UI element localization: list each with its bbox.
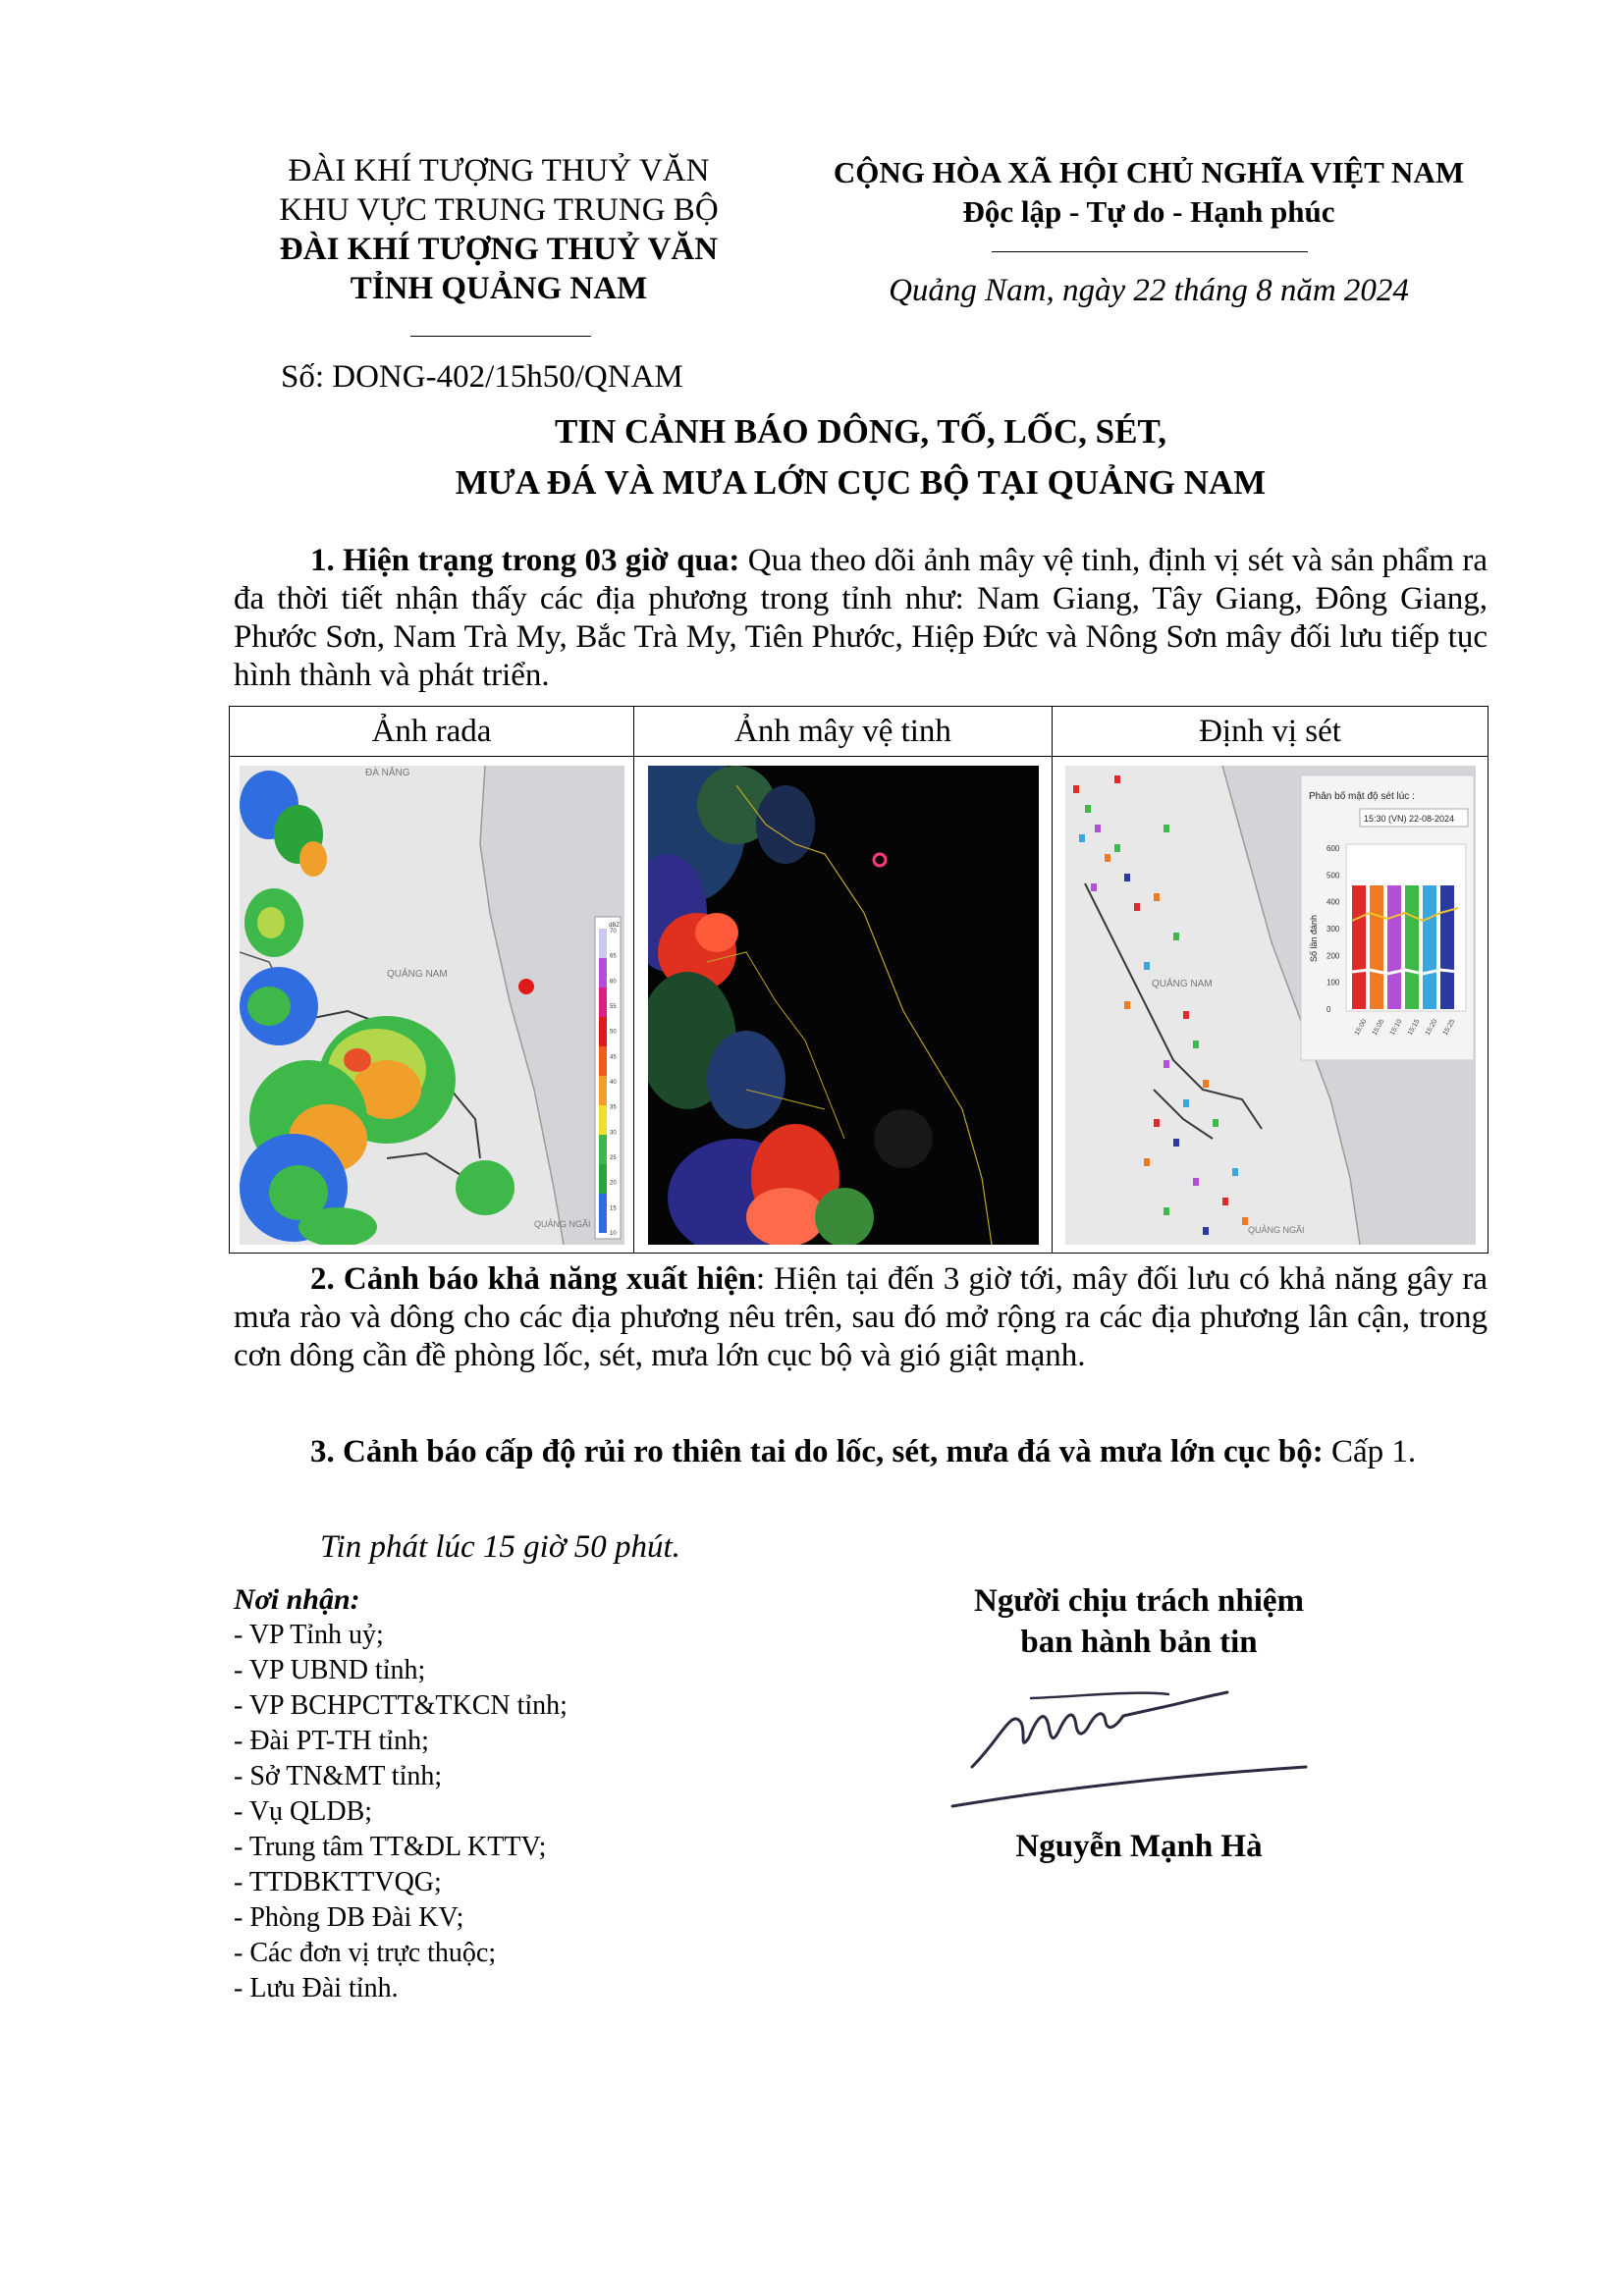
- lightning-image: [1065, 766, 1476, 1245]
- title-line1: TIN CẢNH BÁO DÔNG, TỐ, LỐC, SÉT,: [555, 412, 1166, 451]
- header-right-divider: [992, 251, 1308, 252]
- issued-time: Tin phát lúc 15 giờ 50 phút.: [320, 1529, 680, 1565]
- recipient-list: [234, 1582, 568, 2006]
- lightning-strike-marker: [1144, 962, 1150, 970]
- lightning-city-label-mid: QUẢNG NAM: [1151, 978, 1213, 989]
- radar-scale-tick: 25: [609, 1154, 617, 1161]
- recipient-item: - Đài PT-TH tỉnh;: [234, 1726, 429, 1756]
- svg-text:15:05: 15:05: [1371, 1017, 1385, 1037]
- radar-scale-tick: 15: [609, 1204, 617, 1211]
- lightning-density-panel: [1301, 775, 1474, 1060]
- agency-header: [234, 151, 764, 308]
- radar-scale-tick: 10: [609, 1230, 617, 1237]
- recipient-item: - VP BCHPCTT&TKCN tỉnh;: [234, 1690, 568, 1721]
- lightning-strike-marker: [1193, 1178, 1199, 1186]
- recipient-item: - Sở TN&MT tỉnh;: [234, 1761, 443, 1791]
- recipient-item: - Trung tâm TT&DL KTTV;: [234, 1832, 547, 1862]
- agency-name-line1: ĐÀI KHÍ TƯỢNG THUỶ VĂN: [279, 232, 719, 267]
- density-panel-time: 15:30 (VN) 22-08-2024: [1363, 813, 1454, 824]
- svg-text:15:15: 15:15: [1406, 1017, 1421, 1037]
- density-y-tick: 500: [1326, 870, 1339, 880]
- lightning-strike-marker: [1164, 825, 1169, 832]
- radar-scale-tick: 60: [609, 978, 617, 985]
- section-current-status: [234, 542, 1488, 695]
- lightning-strike-marker: [1124, 1001, 1130, 1009]
- recipient-item: - Phòng DB Đài KV;: [234, 1902, 464, 1933]
- lightning-strike-marker: [1242, 1217, 1248, 1225]
- recipient-item: - Lưu Đài tỉnh.: [234, 1973, 399, 2003]
- signer-role: [913, 1580, 1365, 1663]
- recipient-item: - Các đơn vị trực thuộc;: [234, 1938, 497, 1968]
- radar-scale-tick: 50: [609, 1029, 617, 1036]
- lightning-strike-marker: [1105, 854, 1110, 862]
- section1-text: Qua theo dõi ảnh mây vệ tinh, định vị sét và sản phẩm ra đa thời tiết nhận thấy các địa phương trong tỉnh như: Nam Giang, Tây Giang, Đông Giang, Phước Sơn, Nam Trà My, Bắc Trà My, Tiên Phước, Hiệp Đức và Nông Sơn mây đối lưu tiếp tục hình thành và phát triển.: [234, 543, 1488, 693]
- lightning-strike-marker: [1073, 785, 1079, 793]
- national-title: CỘNG HÒA XÃ HỘI CHỦ NGHĨA VIỆT NAM: [833, 155, 1465, 189]
- recipient-item: - Vụ QLDB;: [234, 1796, 373, 1827]
- density-y-tick: 300: [1326, 924, 1339, 934]
- agency-name-line2: TỈNH QUẢNG NAM: [350, 271, 648, 306]
- signer-role-line1: Người chịu trách nhiệm: [974, 1583, 1304, 1619]
- signer-role-line2: ban hành bản tin: [1020, 1625, 1258, 1660]
- radar-scale-tick: 35: [609, 1104, 617, 1111]
- agency-parent-line2: KHU VỰC TRUNG TRUNG BỘ: [279, 192, 719, 228]
- radar-image: [240, 766, 624, 1245]
- radar-city-label-bottom: QUẢNG NGÃI: [533, 1218, 591, 1229]
- satellite-image-cell: [634, 757, 1053, 1254]
- radar-scale-tick: 45: [609, 1053, 617, 1060]
- radar-scale-unit: dBZ: [608, 922, 620, 929]
- lightning-strike-marker: [1091, 883, 1097, 891]
- radar-scale-tick: 55: [609, 1003, 617, 1010]
- recipient-item: - TTDBKTTVQG;: [234, 1867, 442, 1897]
- radar-scale-tick: 20: [609, 1180, 617, 1187]
- lightning-strike-marker: [1144, 1158, 1150, 1166]
- header-lightning: Định vị sét: [1053, 707, 1489, 757]
- handwritten-signature: [943, 1669, 1316, 1816]
- radar-color-scale: [595, 917, 621, 1239]
- title-line2: MƯA ĐÁ VÀ MƯA LỚN CỤC BỘ TẠI QUẢNG NAM: [455, 463, 1267, 502]
- lightning-strike-marker: [1164, 1060, 1169, 1068]
- lightning-strike-marker: [1232, 1168, 1238, 1176]
- section1-heading: 1. Hiện trạng trong 03 giờ qua:: [310, 543, 740, 578]
- section-warning-forecast: [234, 1260, 1488, 1375]
- lightning-strike-marker: [1203, 1227, 1209, 1235]
- lightning-image-cell: [1053, 757, 1489, 1254]
- radar-scale-tick: 40: [609, 1079, 617, 1086]
- document-number: Số: DONG-402/15h50/QNAM: [281, 359, 683, 395]
- lightning-strike-marker: [1183, 1099, 1189, 1107]
- observation-image-table: [229, 706, 1489, 1254]
- radar-scale-tick: 70: [609, 928, 617, 934]
- lightning-strike-marker: [1213, 1119, 1218, 1127]
- svg-text:15:10: 15:10: [1388, 1017, 1403, 1037]
- header-left-divider: [410, 336, 591, 337]
- section3-text: Cấp 1.: [1323, 1434, 1417, 1469]
- document-date: Quảng Nam, ngày 22 tháng 8 năm 2024: [889, 273, 1409, 308]
- lightning-strike-marker: [1203, 1080, 1209, 1088]
- lightning-strike-marker: [1173, 933, 1179, 940]
- lightning-strike-marker: [1164, 1207, 1169, 1215]
- lightning-strike-marker: [1222, 1198, 1228, 1205]
- lightning-strike-marker: [1183, 1011, 1189, 1019]
- radar-city-label-mid: QUẢNG NAM: [386, 968, 448, 980]
- svg-text:15:25: 15:25: [1441, 1017, 1456, 1037]
- section2-heading: 2. Cảnh báo khả năng xuất hiện: [310, 1261, 757, 1297]
- section3-heading: 3. Cảnh báo cấp độ rủi ro thiên tai do lốc, sét, mưa đá và mưa lớn cục bộ:: [310, 1434, 1324, 1469]
- section2-text: : Hiện tại đến 3 giờ tới, mây đối lưu có khả năng gây ra mưa rào và dông cho các địa phương nêu trên, sau đó mở rộng ra các địa phương lân cận, trong cơn dông cần đề phòng lốc, sét, mưa lớn cục bộ và gió giật mạnh.: [234, 1261, 1488, 1373]
- document-title: [234, 406, 1488, 508]
- lightning-strike-marker: [1114, 775, 1120, 783]
- lightning-strike-marker: [1095, 825, 1101, 832]
- lightning-strike-marker: [1079, 834, 1085, 842]
- lightning-strike-marker: [1124, 874, 1130, 881]
- lightning-city-label-bottom: QUẢNG NGÃI: [1247, 1224, 1305, 1235]
- radar-city-label-top: ĐÀ NẴNG: [364, 767, 410, 778]
- agency-parent-line1: ĐÀI KHÍ TƯỢNG THUỶ VĂN: [288, 153, 710, 188]
- lightning-strike-marker: [1193, 1041, 1199, 1048]
- recipient-title: Nơi nhận:: [234, 1583, 360, 1616]
- section-risk-level: [234, 1433, 1488, 1471]
- radar-scale-tick: 65: [609, 953, 617, 960]
- density-panel-title: Phân bố mật độ sét lúc :: [1308, 790, 1415, 802]
- density-y-tick: 400: [1326, 897, 1339, 907]
- density-y-label: Số lần đánh: [1308, 914, 1319, 962]
- density-y-tick: 600: [1326, 843, 1339, 853]
- header-satellite: Ảnh mây vệ tinh: [634, 707, 1053, 757]
- radar-image-cell: [230, 757, 634, 1254]
- lightning-strike-marker: [1173, 1139, 1179, 1147]
- lightning-strike-marker: [1085, 805, 1091, 813]
- satellite-image: [648, 766, 1039, 1245]
- svg-text:15:20: 15:20: [1424, 1017, 1438, 1037]
- radar-scale-tick: 30: [609, 1129, 617, 1136]
- lightning-strike-marker: [1114, 844, 1120, 852]
- recipient-item: - VP UBND tỉnh;: [234, 1655, 426, 1685]
- radar-location-marker: [518, 979, 534, 994]
- density-y-tick: 0: [1326, 1004, 1330, 1014]
- header-radar: Ảnh rada: [230, 707, 634, 757]
- recipient-item: - VP Tỉnh uỷ;: [234, 1620, 384, 1650]
- lightning-strike-marker: [1154, 1119, 1160, 1127]
- lightning-strike-marker: [1134, 903, 1140, 911]
- svg-text:15:00: 15:00: [1353, 1017, 1368, 1037]
- signer-name: Nguyễn Mạnh Hà: [1015, 1829, 1263, 1864]
- lightning-strike-marker: [1154, 893, 1160, 901]
- national-motto: Độc lập - Tự do - Hạnh phúc: [962, 194, 1335, 229]
- density-y-tick: 100: [1326, 978, 1339, 988]
- density-y-tick: 200: [1326, 950, 1339, 960]
